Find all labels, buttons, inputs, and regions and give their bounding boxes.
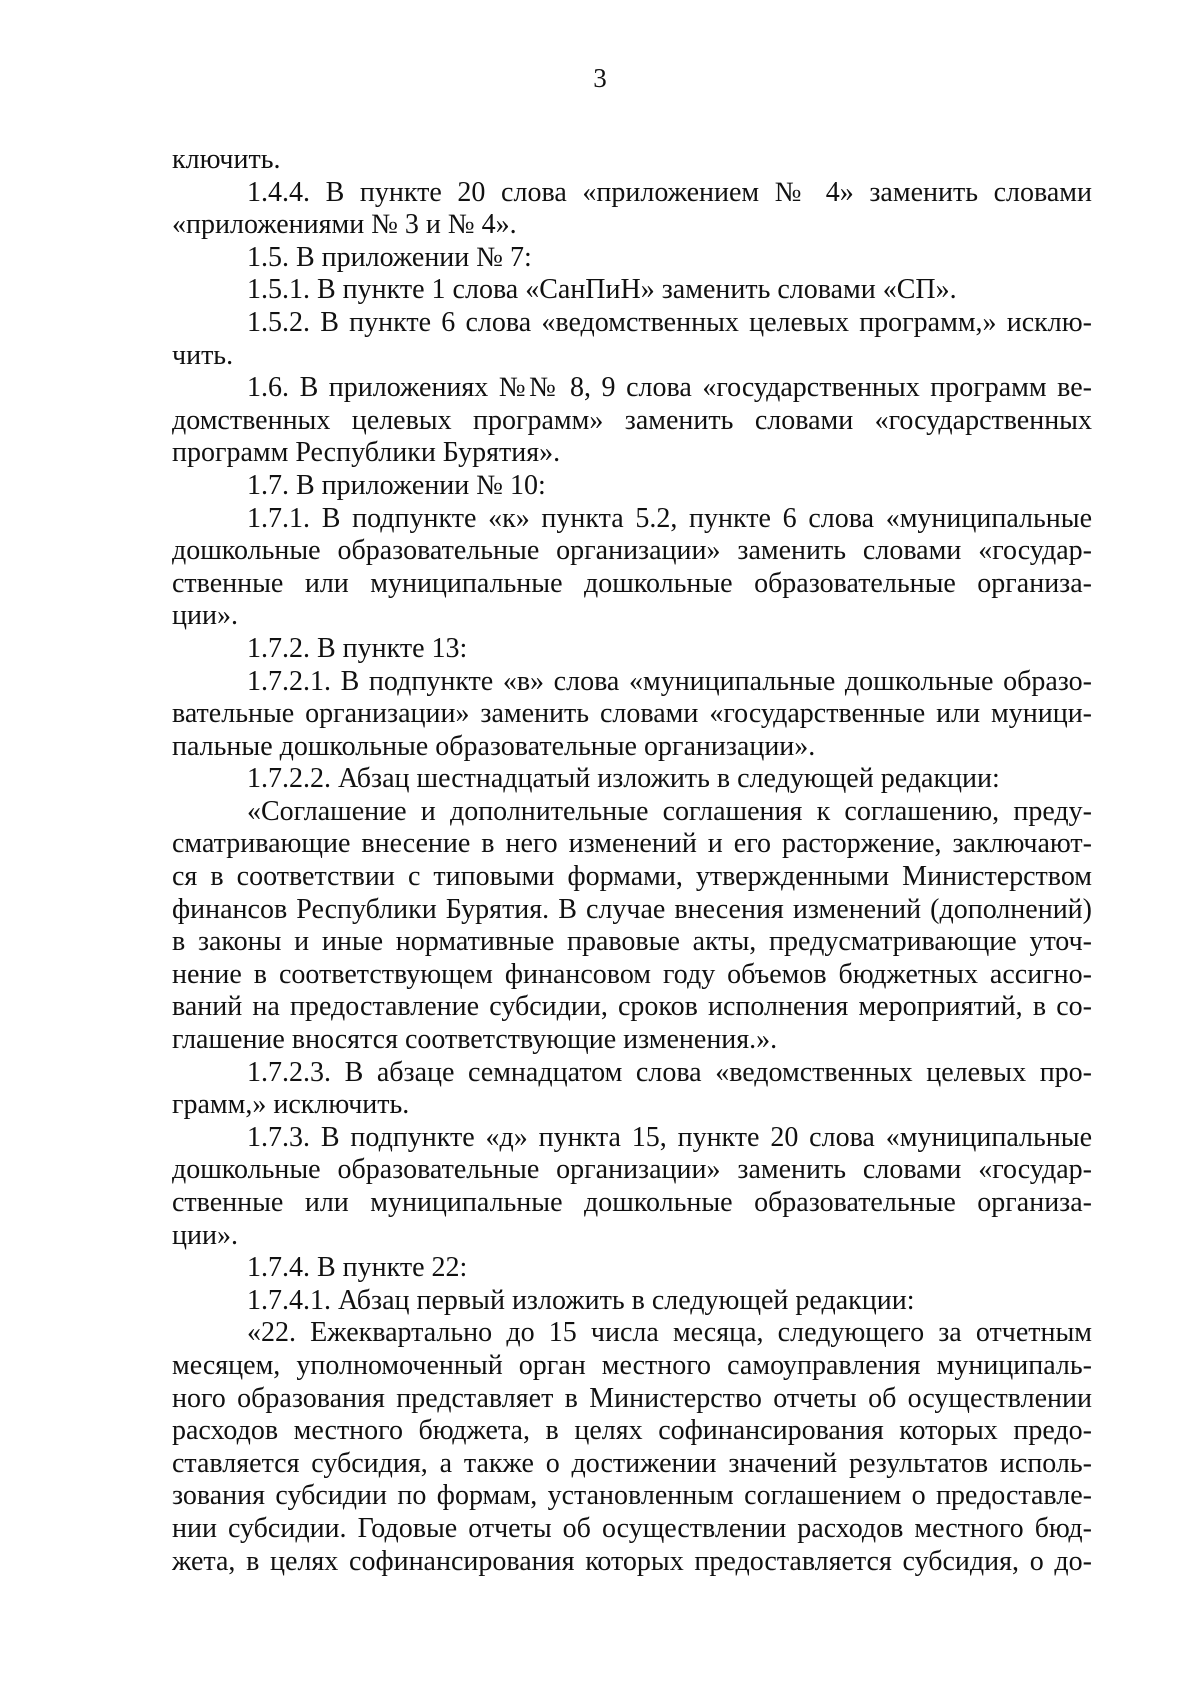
text-line: ции».: [172, 600, 238, 632]
text-line: 1.6. В приложениях №№ 8, 9 слова «государственных программ ве-: [247, 372, 1092, 404]
text-line: 1.5.1. В пункте 1 слова «СанПиН» заменить словами «СП».: [247, 274, 957, 306]
text-line: вательные организации» заменить словами «государственные или муници-: [172, 698, 1092, 730]
text-line: «Соглашение и дополнительные соглашения к соглашению, преду-: [247, 795, 1092, 827]
text-line: ции».: [172, 1219, 238, 1251]
text-line: «приложениями № 3 и № 4».: [172, 209, 517, 241]
text-line: домственных целевых программ» заменить словами «государственных: [172, 404, 1092, 436]
text-line: 1.7.2.1. В подпункте «в» слова «муниципальные дошкольные образо-: [247, 665, 1092, 697]
text-line: 1.7.3. В подпункте «д» пункта 15, пункте 20 слова «муниципальные: [247, 1121, 1092, 1153]
text-line: ственные или муниципальные дошкольные образовательные организа-: [172, 1187, 1092, 1218]
text-line: 1.7.1. В подпункте «к» пункта 5.2, пункте 6 слова «муниципальные: [247, 502, 1092, 534]
text-line: 1.7.2.3. В абзаце семнадцатом слова «ведомственных целевых про-: [247, 1056, 1092, 1088]
text-line: дошкольные образовательные организации» заменить словами «государ-: [172, 1154, 1092, 1186]
text-line: нии субсидии. Годовые отчеты об осуществлении расходов местного бюд-: [172, 1512, 1092, 1544]
text-line: дошкольные образовательные организации» заменить словами «государ-: [172, 535, 1092, 567]
text-line: в законы и иные нормативные правовые акты, предусматривающие уточ-: [172, 926, 1092, 958]
text-line: 1.7.2.2. Абзац шестнадцатый изложить в следующей редакции:: [247, 763, 1000, 795]
text-line: 1.7. В приложении № 10:: [247, 469, 546, 501]
document-body: [172, 144, 1092, 1578]
text-line: зования субсидии по формам, установленным соглашением о предоставле-: [172, 1480, 1092, 1512]
text-line: жета, в целях софинансирования которых предоставляется субсидия, о до-: [172, 1545, 1092, 1577]
text-line: грамм,» исключить.: [172, 1089, 410, 1121]
text-line: расходов местного бюджета, в целях софинансирования которых предо-: [172, 1415, 1092, 1447]
text-line: 1.5. В приложении № 7:: [247, 241, 532, 273]
text-line: месяцем, уполномоченный орган местного самоуправления муниципаль-: [172, 1349, 1092, 1381]
text-line: 1.5.2. В пункте 6 слова «ведомственных целевых программ,» исклю-: [247, 306, 1092, 338]
text-line: 1.7.2. В пункте 13:: [247, 632, 468, 664]
text-line: сматривающие внесение в него изменений и его расторжение, заключают-: [172, 828, 1092, 860]
text-line: нение в соответствующем финансовом году объемов бюджетных ассигно-: [172, 958, 1092, 990]
page-number: 3: [593, 63, 607, 93]
text-line: ключить.: [172, 144, 281, 175]
text-line: 1.7.4. В пункте 22:: [247, 1252, 468, 1284]
text-line: ваний на предоставление субсидии, сроков исполнения мероприятий, в со-: [172, 991, 1092, 1023]
text-line: 1.7.4.1. Абзац первый изложить в следующей редакции:: [247, 1284, 915, 1316]
text-line: финансов Республики Бурятия. В случае внесения изменений (дополнений): [172, 893, 1092, 925]
text-line: «22. Ежеквартально до 15 числа месяца, следующего за отчетным: [247, 1317, 1092, 1349]
text-line: программ Республики Бурятия».: [172, 437, 561, 469]
text-line: ся в соответствии с типовыми формами, утвержденными Министерством: [172, 861, 1092, 893]
text-line: 1.4.4. В пункте 20 слова «приложением № 4» заменить словами: [247, 176, 1092, 208]
text-line: ставляется субсидия, а также о достижении значений результатов исполь-: [172, 1447, 1092, 1479]
text-line: ного образования представляет в Министерство отчеты об осуществлении: [172, 1382, 1092, 1414]
text-line: глашение вносятся соответствующие изменения.».: [172, 1024, 778, 1056]
text-line: пальные дошкольные образовательные организации».: [172, 730, 816, 762]
text-line: ственные или муниципальные дошкольные образовательные организа-: [172, 567, 1092, 599]
text-line: чить.: [172, 339, 234, 371]
